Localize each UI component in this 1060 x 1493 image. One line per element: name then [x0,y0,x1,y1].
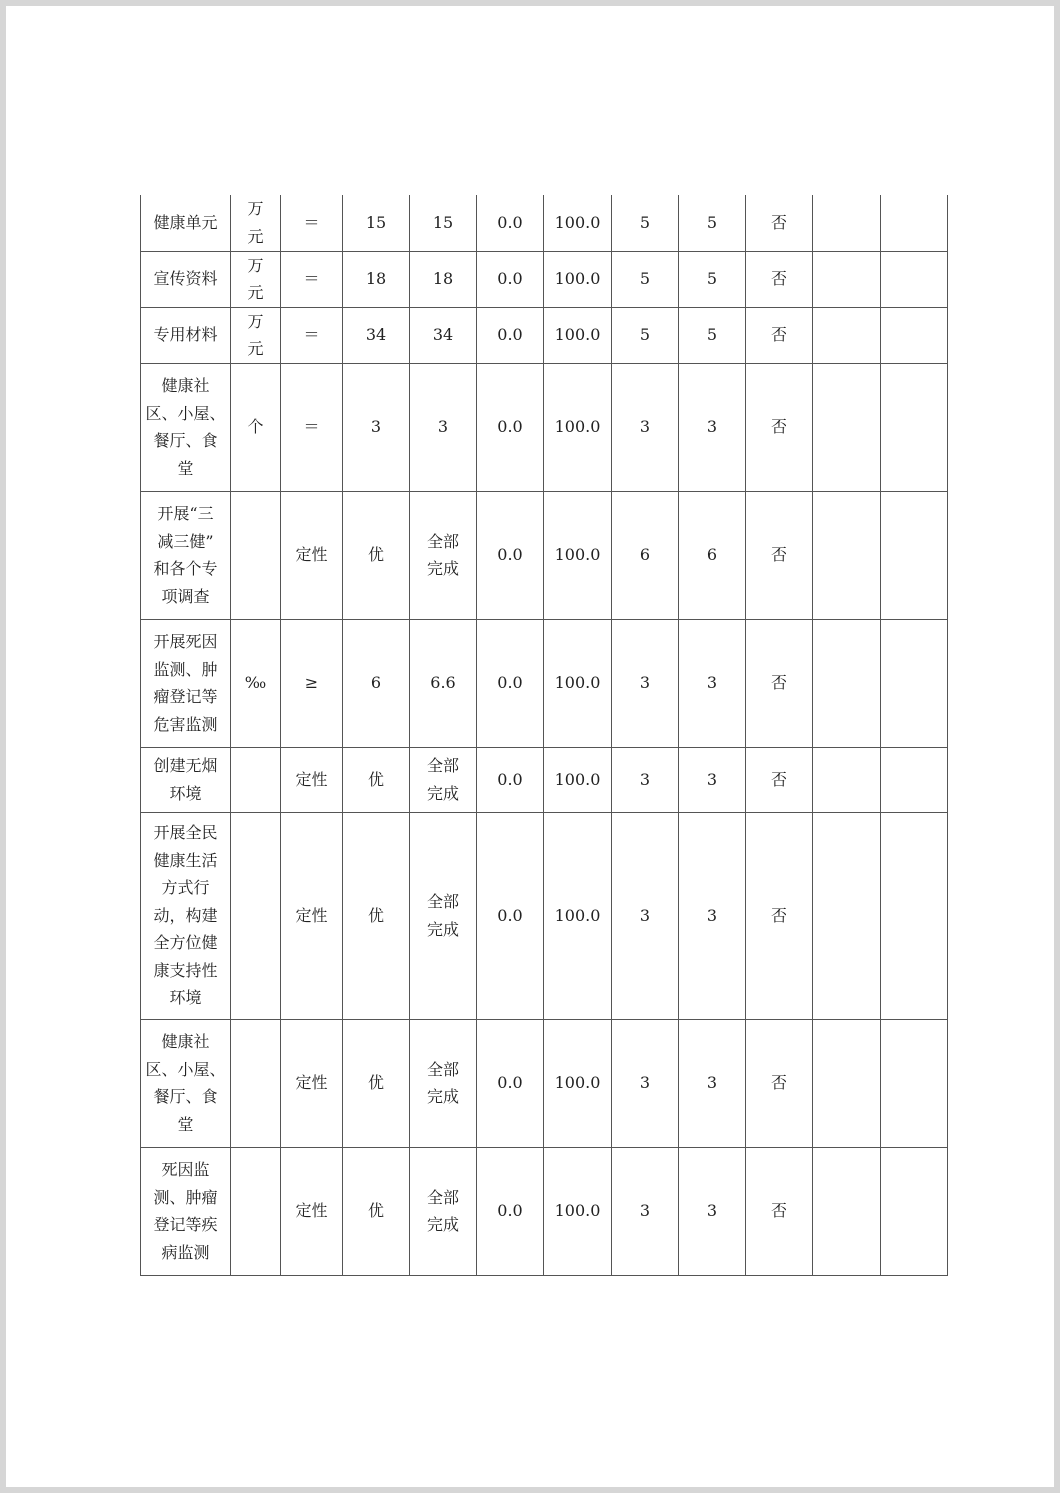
score-cell: 5 [679,307,746,363]
weight-cell: 3 [612,1147,679,1275]
target-value-cell: 18 [343,251,410,307]
operator-cell: 定性 [281,1019,343,1147]
completion-rate-cell: 100.0 [544,812,612,1019]
target-value-cell: 优 [343,1019,410,1147]
reason-cell [813,491,881,619]
reason-cell [813,619,881,747]
weight-cell: 5 [612,195,679,251]
remark-cell [881,1147,948,1275]
deviation-cell: 0.0 [477,747,544,812]
completion-rate-cell: 100.0 [544,251,612,307]
weight-cell: 5 [612,251,679,307]
remark-cell [881,251,948,307]
unit-cell [231,747,281,812]
reason-cell [813,747,881,812]
remark-cell [881,1019,948,1147]
weight-cell: 3 [612,812,679,1019]
actual-value-cell: 18 [410,251,477,307]
weight-cell: 5 [612,307,679,363]
score-cell: 3 [679,619,746,747]
completion-rate-cell: 100.0 [544,1019,612,1147]
deduction-flag-cell: 否 [746,1019,813,1147]
operator-cell: ＝ [281,307,343,363]
weight-cell: 3 [612,619,679,747]
unit-cell: 万 元 [231,251,281,307]
target-value-cell: 优 [343,1147,410,1275]
operator-cell: 定性 [281,812,343,1019]
score-cell: 6 [679,491,746,619]
remark-cell [881,747,948,812]
weight-cell: 6 [612,491,679,619]
table-row [141,1147,948,1275]
completion-rate-cell: 100.0 [544,619,612,747]
score-cell: 3 [679,747,746,812]
document-page [6,6,1054,1487]
remark-cell [881,619,948,747]
score-cell: 3 [679,812,746,1019]
deduction-flag-cell: 否 [746,363,813,491]
table-row [141,195,948,251]
remark-cell [881,812,948,1019]
completion-rate-cell: 100.0 [544,1147,612,1275]
weight-cell: 3 [612,363,679,491]
operator-cell: ＝ [281,363,343,491]
deduction-flag-cell: 否 [746,491,813,619]
indicator-name-cell: 死因监 测、肿瘤 登记等疾 病监测 [141,1147,231,1275]
deduction-flag-cell: 否 [746,619,813,747]
deviation-cell: 0.0 [477,491,544,619]
indicator-name-cell: 健康社 区、小屋、 餐厅、食 堂 [141,363,231,491]
indicator-name-cell: 创建无烟 环境 [141,747,231,812]
unit-cell [231,812,281,1019]
operator-cell: ＝ [281,195,343,251]
unit-cell [231,1147,281,1275]
completion-rate-cell: 100.0 [544,195,612,251]
performance-indicator-table [140,195,948,1276]
reason-cell [813,1019,881,1147]
table-row [141,491,948,619]
deviation-cell: 0.0 [477,812,544,1019]
completion-rate-cell: 100.0 [544,307,612,363]
score-cell: 3 [679,363,746,491]
unit-cell: 万 元 [231,195,281,251]
target-value-cell: 优 [343,747,410,812]
table-row [141,1019,948,1147]
weight-cell: 3 [612,1019,679,1147]
actual-value-cell: 全部 完成 [410,747,477,812]
deviation-cell: 0.0 [477,363,544,491]
completion-rate-cell: 100.0 [544,491,612,619]
deduction-flag-cell: 否 [746,812,813,1019]
operator-cell: 定性 [281,747,343,812]
deviation-cell: 0.0 [477,251,544,307]
indicator-name-cell: 专用材料 [141,307,231,363]
reason-cell [813,251,881,307]
reason-cell [813,195,881,251]
table-row [141,363,948,491]
completion-rate-cell: 100.0 [544,363,612,491]
indicator-name-cell: 开展全民 健康生活 方式行 动，构建 全方位健 康支持性 环境 [141,812,231,1019]
table-row [141,307,948,363]
indicator-name-cell: 宣传资料 [141,251,231,307]
deviation-cell: 0.0 [477,195,544,251]
reason-cell [813,1147,881,1275]
score-cell: 5 [679,195,746,251]
actual-value-cell: 全部 完成 [410,1147,477,1275]
unit-cell: ‰ [231,619,281,747]
deviation-cell: 0.0 [477,619,544,747]
indicator-name-cell: 开展“三 减三健” 和各个专 项调查 [141,491,231,619]
remark-cell [881,363,948,491]
actual-value-cell: 15 [410,195,477,251]
actual-value-cell: 全部 完成 [410,1019,477,1147]
unit-cell: 万 元 [231,307,281,363]
remark-cell [881,491,948,619]
target-value-cell: 6 [343,619,410,747]
deduction-flag-cell: 否 [746,195,813,251]
target-value-cell: 15 [343,195,410,251]
operator-cell: 定性 [281,491,343,619]
completion-rate-cell: 100.0 [544,747,612,812]
score-cell: 3 [679,1147,746,1275]
deduction-flag-cell: 否 [746,747,813,812]
unit-cell [231,491,281,619]
table-row [141,812,948,1019]
score-cell: 3 [679,1019,746,1147]
score-cell: 5 [679,251,746,307]
actual-value-cell: 全部 完成 [410,812,477,1019]
unit-cell: 个 [231,363,281,491]
deduction-flag-cell: 否 [746,307,813,363]
operator-cell: ≥ [281,619,343,747]
indicator-name-cell: 健康单元 [141,195,231,251]
deviation-cell: 0.0 [477,1147,544,1275]
actual-value-cell: 全部 完成 [410,491,477,619]
operator-cell: ＝ [281,251,343,307]
deduction-flag-cell: 否 [746,1147,813,1275]
target-value-cell: 34 [343,307,410,363]
deviation-cell: 0.0 [477,307,544,363]
actual-value-cell: 34 [410,307,477,363]
target-value-cell: 优 [343,812,410,1019]
reason-cell [813,307,881,363]
table-row [141,251,948,307]
indicator-name-cell: 开展死因 监测、肿 瘤登记等 危害监测 [141,619,231,747]
table-row [141,747,948,812]
remark-cell [881,195,948,251]
target-value-cell: 优 [343,491,410,619]
operator-cell: 定性 [281,1147,343,1275]
actual-value-cell: 3 [410,363,477,491]
unit-cell [231,1019,281,1147]
table-row [141,619,948,747]
indicator-name-cell: 健康社 区、小屋、 餐厅、食 堂 [141,1019,231,1147]
remark-cell [881,307,948,363]
actual-value-cell: 6.6 [410,619,477,747]
reason-cell [813,363,881,491]
reason-cell [813,812,881,1019]
deduction-flag-cell: 否 [746,251,813,307]
deviation-cell: 0.0 [477,1019,544,1147]
target-value-cell: 3 [343,363,410,491]
weight-cell: 3 [612,747,679,812]
